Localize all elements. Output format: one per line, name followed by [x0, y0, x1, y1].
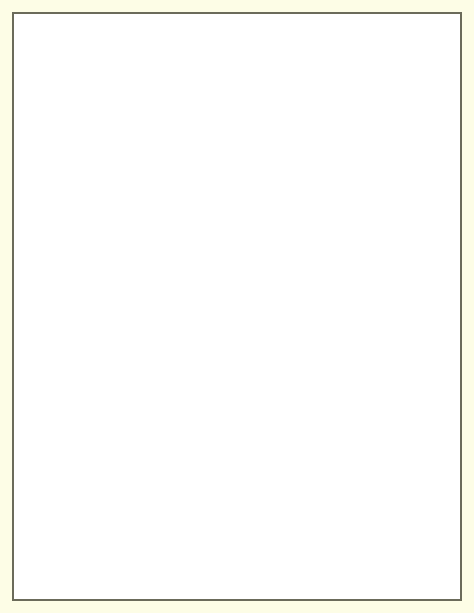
verse-table — [12, 12, 462, 601]
